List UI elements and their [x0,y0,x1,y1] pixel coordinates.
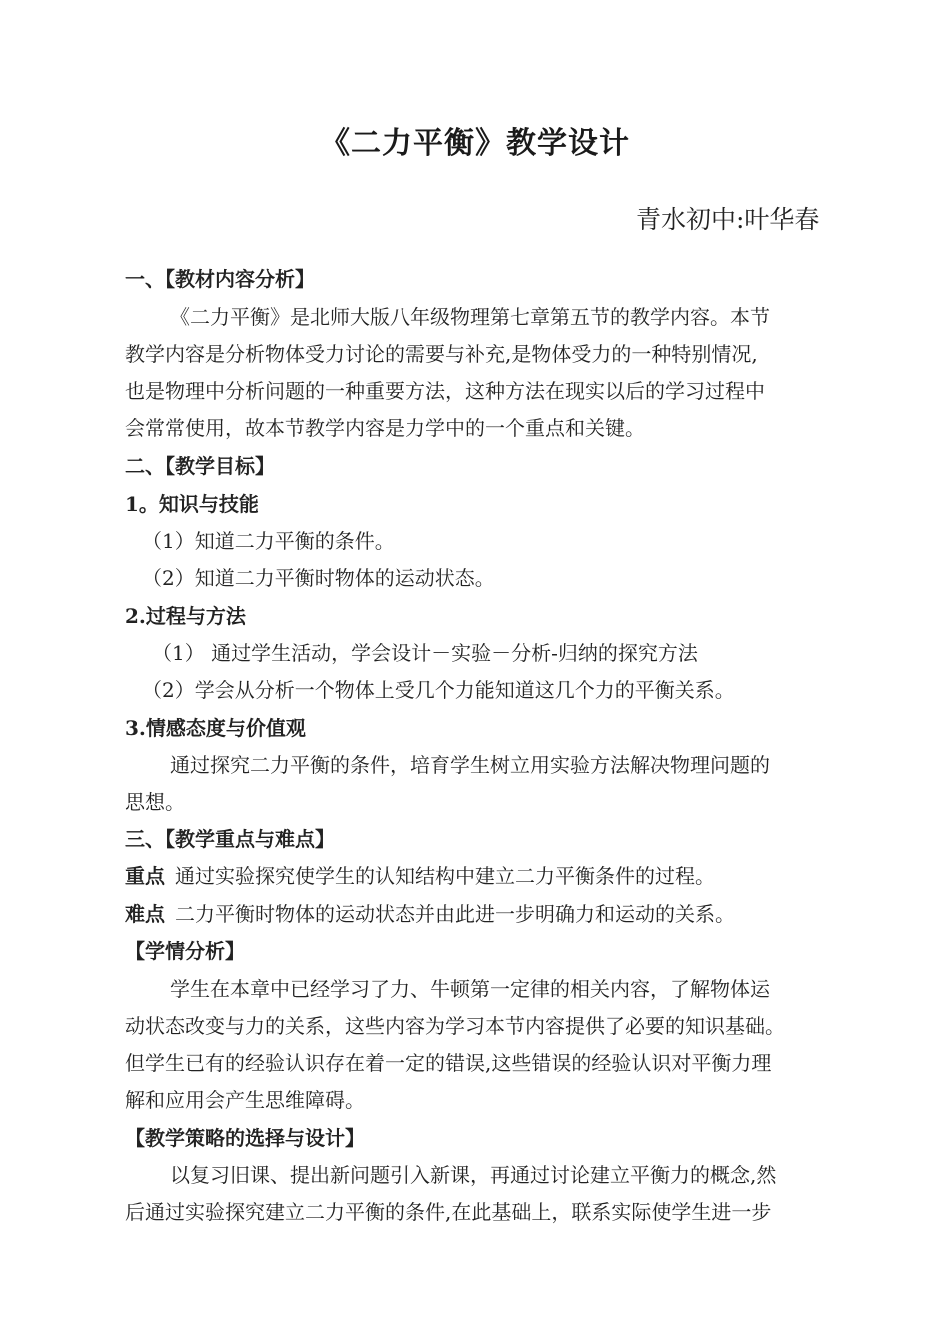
paragraph-line: 但学生已有的经验认识存在着一定的错误,这些错误的经验认识对平衡力理 [125,1051,772,1075]
list-item: （1） 通过学生活动，学会设计－实验－分析-归纳的探究方法 [152,641,698,665]
paragraph-line: 思想。 [125,790,185,814]
list-item: （2）知道二力平衡时物体的运动状态。 [142,566,495,590]
section-heading-teaching-goals: 二、【教学目标】 [125,454,275,478]
subheading-knowledge-skills: 1。知识与技能 [125,492,259,516]
list-item: （1）知道二力平衡的条件。 [142,529,395,553]
difficulty-line [125,899,735,929]
document-title: 《二力平衡》教学设计 [320,126,630,161]
paragraph-line: 以复习旧课、提出新问题引入新课，再通过讨论建立平衡力的概念,然 [170,1163,777,1187]
paragraph-line: 《二力平衡》是北师大版八年级物理第七章第五节的教学内容。本节 [170,305,770,329]
paragraph-line: 学生在本章中已经学习了力、牛顿第一定律的相关内容，了解物体运 [170,977,770,1001]
difficulty-label: 难点 [125,902,165,926]
author-line: 青水初中:叶华春 [636,205,820,234]
section-heading-teaching-strategy: 【教学策略的选择与设计】 [125,1126,365,1150]
key-point-text: 通过实验探究使学生的认知结构中建立二力平衡条件的过程。 [175,864,715,888]
section-heading-student-analysis: 【学情分析】 [125,939,245,963]
key-point-line [125,861,715,891]
list-item: （2）学会从分析一个物体上受几个力能知道这几个力的平衡关系。 [142,678,735,702]
section-heading-key-difficult: 三、【教学重点与难点】 [125,827,335,851]
subheading-emotion-values: 3.情感态度与价值观 [125,716,306,740]
paragraph-line: 会常常使用，故本节教学内容是力学中的一个重点和关键。 [125,416,645,440]
paragraph-line: 解和应用会产生思维障碍。 [125,1088,365,1112]
section-heading-textbook-analysis: 一、【教材内容分析】 [125,267,315,291]
difficulty-text: 二力平衡时物体的运动状态并由此进一步明确力和运动的关系。 [175,902,735,926]
paragraph-line: 后通过实验探究建立二力平衡的条件,在此基础上，联系实际使学生进一步 [125,1200,772,1224]
paragraph-line: 动状态改变与力的关系，这些内容为学习本节内容提供了必要的知识基础。 [125,1014,785,1038]
subheading-process-method: 2.过程与方法 [125,604,246,628]
paragraph-line: 也是物理中分析问题的一种重要方法，这种方法在现实以后的学习过程中 [125,379,765,403]
key-point-label: 重点 [125,864,165,888]
paragraph-line: 教学内容是分析物体受力讨论的需要与补充,是物体受力的一种特别情况, [125,342,758,366]
paragraph-line: 通过探究二力平衡的条件，培育学生树立用实验方法解决物理问题的 [170,753,770,777]
